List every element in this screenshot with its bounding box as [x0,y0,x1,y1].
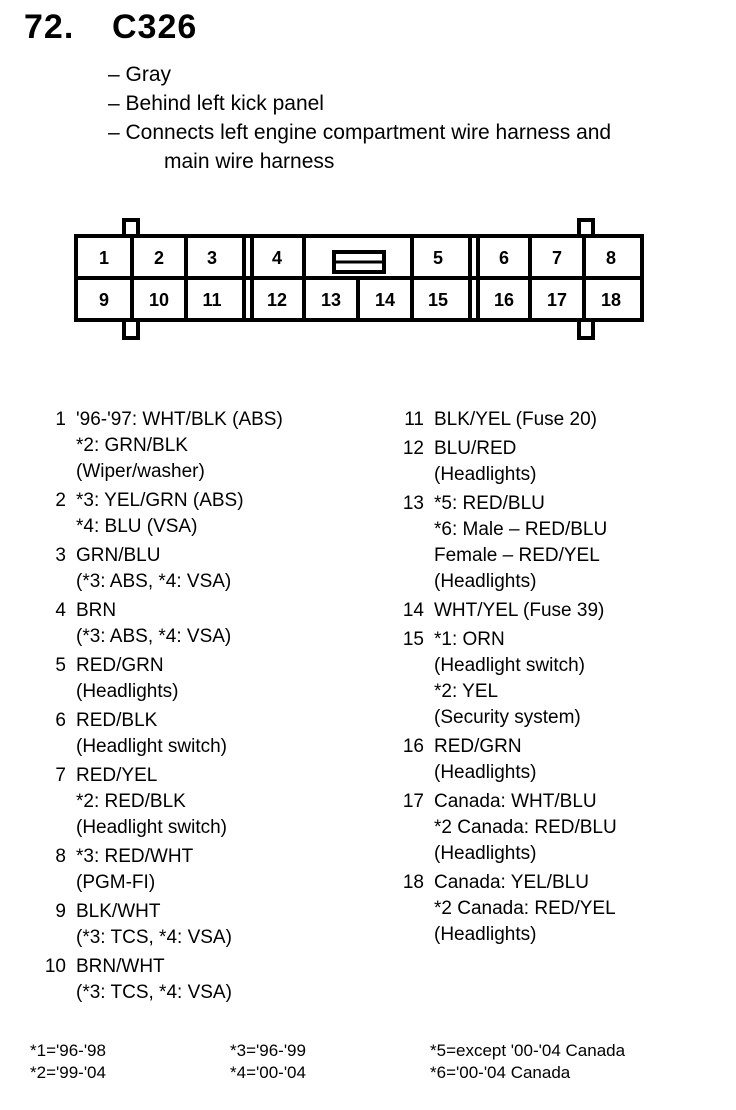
pin-entry-line: BRN/WHT [76,956,165,977]
pin-entry-details [76,488,244,540]
pin-entry-number: 18 [402,872,424,893]
pin-label-3: 3 [206,248,218,268]
pin-entry-line: (Headlight switch) [76,736,227,757]
pin-entry-details [434,598,604,624]
pin-entry-details [76,899,232,951]
pin-entry-line: *2: GRN/BLK [76,435,188,456]
pin-entry-12 [398,436,728,488]
description-color: – Gray [108,63,172,86]
pin-entry-line: (PGM-FI) [76,872,156,893]
pin-label-1: 1 [98,248,110,268]
pin-entry-details [434,789,617,867]
pin-entry-line: GRN/BLU [76,545,161,566]
pin-entry-details [76,844,193,896]
pin-entry-number: 8 [55,846,66,867]
pin-entry-details [434,491,607,595]
pin-entry-line: (Headlights) [434,571,537,592]
pin-label-17: 17 [546,290,568,310]
pin-entry-line: WHT/YEL (Fuse 39) [434,600,605,621]
pin-label-9: 9 [98,290,110,310]
pin-label-16: 16 [493,290,515,310]
pin-entry-line: (Headlights) [76,681,179,702]
pin-entry-number: 3 [55,545,66,566]
footnote-5: *5=except '00-'04 Canada [430,1041,626,1060]
description-connects-cont: main wire harness [164,150,335,173]
pin-entry-number: 10 [44,956,66,977]
pin-entry-5 [40,653,360,705]
pin-entry-details [76,708,227,760]
pin-list-left [40,407,360,1009]
pin-entry-8 [40,844,360,896]
pin-entry-line: '96-'97: WHT/BLK (ABS) [76,409,283,430]
pin-entry-line: (Headlights) [434,843,537,864]
pin-entry-10 [40,954,360,1006]
connector-title: C326 [112,8,198,46]
pin-entry-line: *2 Canada: RED/BLU [434,817,617,838]
pin-entry-details [434,734,536,786]
pin-list-right [398,407,728,951]
pin-entry-line: *3: RED/WHT [76,846,194,867]
pin-entry-line: *2: YEL [434,681,499,702]
description-connects: – Connects left engine compartment wire harness and [108,121,612,144]
pin-entry-number: 7 [55,765,66,786]
pin-entry-line: Canada: WHT/BLU [434,791,597,812]
connector-description [108,60,611,176]
pin-entry-line: (Headlight switch) [76,817,227,838]
pin-entry-line: (Headlights) [434,464,537,485]
footnote-6: *6='00-'04 Canada [430,1063,571,1082]
pin-entry-number: 17 [402,791,424,812]
pin-entry-7 [40,763,360,841]
pin-entry-line: BLK/YEL (Fuse 20) [434,409,597,430]
pin-entry-11 [398,407,728,433]
pin-entry-line: (Headlights) [434,924,537,945]
pin-entry-number: 1 [55,409,66,430]
pin-entry-line: (*3: TCS, *4: VSA) [76,927,232,948]
pin-entry-number: 5 [55,655,66,676]
pin-entry-2 [40,488,360,540]
description-location: – Behind left kick panel [108,92,324,115]
footnote-2: *2='99-'04 [30,1063,106,1082]
pin-entry-details [76,598,231,650]
pin-entry-6 [40,708,360,760]
pin-label-11: 11 [202,290,222,310]
pin-entry-line: RED/YEL [76,765,158,786]
pin-entry-line: *3: YEL/GRN (ABS) [76,490,244,511]
pin-entry-number: 2 [55,490,66,511]
pin-entry-15 [398,627,728,731]
footnotes-col-2 [230,1040,306,1084]
pin-label-2: 2 [153,248,165,268]
pin-entry-13 [398,491,728,595]
pin-label-14: 14 [374,290,396,310]
pin-label-6: 6 [498,248,510,268]
pin-entry-details [76,653,178,705]
pin-entry-14 [398,598,728,624]
pin-entry-line: (Headlights) [434,762,537,783]
pin-entry-line: Female – RED/YEL [434,545,600,566]
pin-entry-line: RED/GRN [434,736,522,757]
pin-entry-number: 9 [55,901,66,922]
pin-entry-line: *4: BLU (VSA) [76,516,198,537]
pin-entry-number: 4 [55,600,66,621]
pin-entry-number: 15 [402,629,424,650]
pin-entry-17 [398,789,728,867]
pin-entry-line: (*3: ABS, *4: VSA) [76,571,232,592]
pin-entry-line: RED/BLK [76,710,158,731]
pin-entry-9 [40,899,360,951]
pin-label-10: 10 [148,290,170,310]
pin-entry-line: BLU/RED [434,438,517,459]
footnote-3: *3='96-'99 [230,1041,306,1060]
pin-label-18: 18 [600,290,622,310]
pin-entry-line: *1: ORN [434,629,505,650]
footnotes-col-3 [430,1040,625,1084]
pin-entry-details [76,543,231,595]
pin-entry-number: 13 [402,493,424,514]
pin-entry-line: Canada: YEL/BLU [434,872,589,893]
pin-entry-18 [398,870,728,948]
pin-entry-line: BRN [76,600,117,621]
footnote-1: *1='96-'98 [30,1041,106,1060]
pin-entry-number: 12 [402,438,424,459]
pin-label-15: 15 [427,290,449,310]
pin-entry-4 [40,598,360,650]
pin-entry-details [434,407,597,433]
pin-entry-line: (Security system) [434,707,581,728]
footnotes-col-1 [30,1040,106,1084]
pin-entry-number: 6 [55,710,66,731]
pin-entry-details [434,627,585,731]
pin-entry-line: *2: RED/BLK [76,791,186,812]
pin-entry-number: 11 [404,409,424,430]
pin-label-5: 5 [432,248,444,268]
connector-face-diagram [0,210,736,345]
pin-entry-line: RED/GRN [76,655,164,676]
title-number: 72. [24,8,75,46]
pin-label-12: 12 [266,290,288,310]
pin-label-13: 13 [320,290,342,310]
pin-entry-3 [40,543,360,595]
footnote-4: *4='00-'04 [230,1063,306,1082]
pin-entry-line: *2 Canada: RED/YEL [434,898,616,919]
pin-label-8: 8 [605,248,617,268]
pin-entry-line: BLK/WHT [76,901,161,922]
pin-entry-line: *5: RED/BLU [434,493,545,514]
pin-entry-details [434,436,536,488]
pin-entry-16 [398,734,728,786]
pin-entry-line: (Wiper/washer) [76,461,205,482]
pin-entry-line: (Headlight switch) [434,655,585,676]
pin-entry-details [76,407,283,485]
pin-entry-details [434,870,616,948]
pin-label-4: 4 [271,248,283,268]
pin-entry-details [76,763,227,841]
pin-entry-number: 14 [402,600,424,621]
pin-entry-number: 16 [402,736,424,757]
pin-label-7: 7 [551,248,563,268]
pin-entry-line: (*3: TCS, *4: VSA) [76,982,232,1003]
pin-entry-line: *6: Male – RED/BLU [434,519,608,540]
pin-entry-line: (*3: ABS, *4: VSA) [76,626,232,647]
pin-entry-1 [40,407,360,485]
pin-entry-details [76,954,232,1006]
